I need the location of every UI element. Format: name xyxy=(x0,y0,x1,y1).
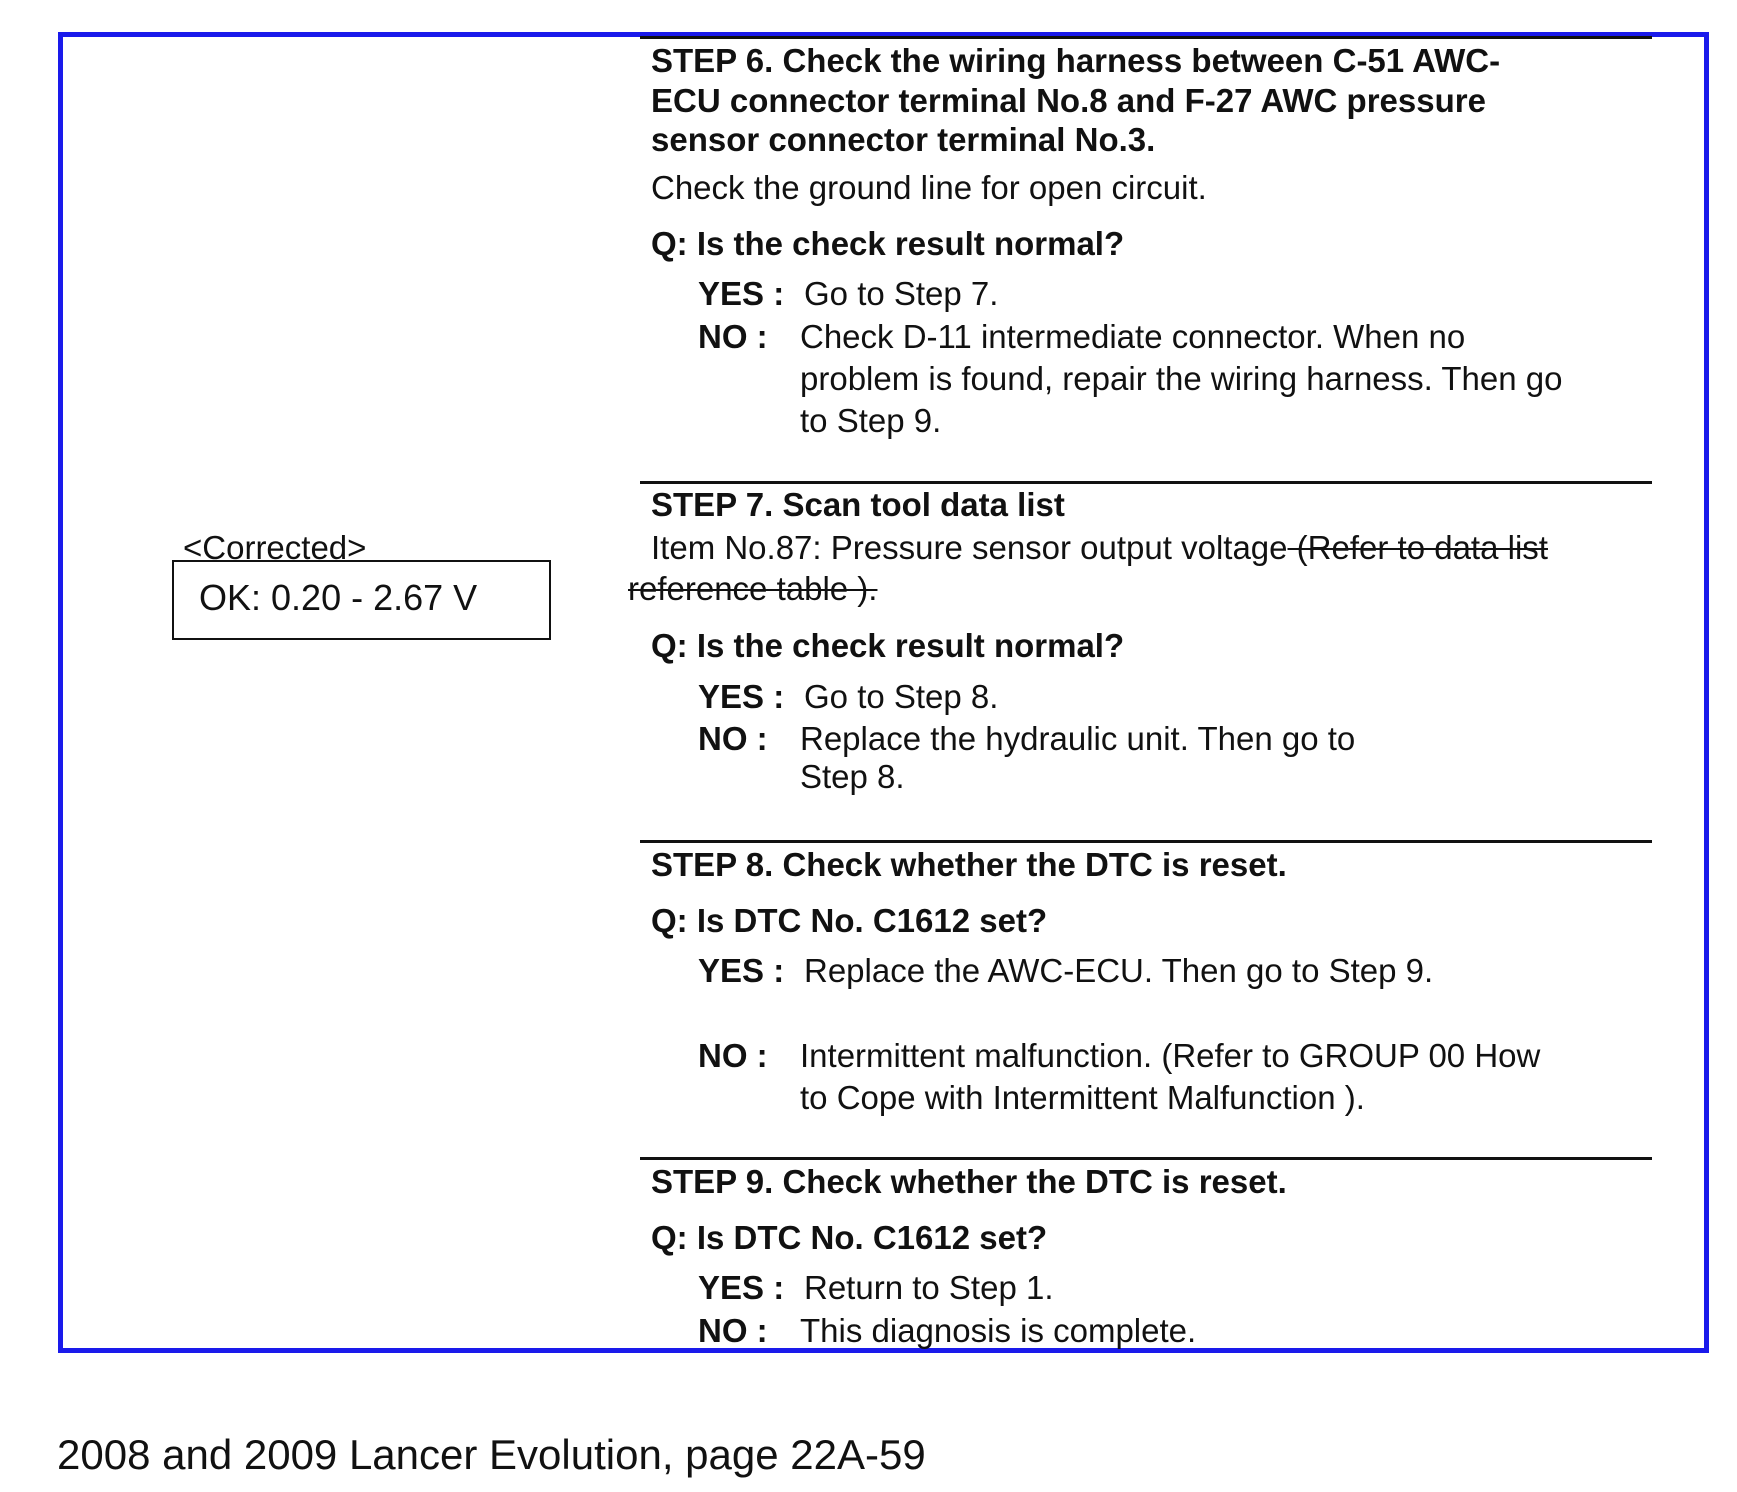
step8-no-label: NO : xyxy=(698,1037,768,1074)
step6-title-line2: ECU connector terminal No.8 and F-27 AWC pressure xyxy=(651,82,1486,119)
step9-yes-label: YES : xyxy=(698,1269,785,1306)
step8-no-line2: to Cope with Intermittent Malfunction ). xyxy=(800,1079,1365,1116)
step6-title-line3: sensor connector terminal No.3. xyxy=(651,121,1156,158)
step7-yes-label: YES : xyxy=(698,678,785,715)
step6-no-line3: to Step 9. xyxy=(800,402,942,439)
step7-no-line1: Replace the hydraulic unit. Then go to xyxy=(800,720,1356,757)
step9-title: STEP 9. Check whether the DTC is reset. xyxy=(651,1163,1287,1200)
step7-item-struck-part2: reference table ). xyxy=(628,570,878,607)
step6-yes-label: YES : xyxy=(698,275,785,312)
step6-instruction: Check the ground line for open circuit. xyxy=(651,169,1207,206)
step6-title-line1: STEP 6. Check the wiring harness between C-51 AWC- xyxy=(651,42,1501,79)
step9-yes-text: Return to Step 1. xyxy=(804,1269,1054,1306)
step9-question: Q: Is DTC No. C1612 set? xyxy=(651,1219,1048,1256)
step7-item-struck-part1: (Refer to data list xyxy=(1287,529,1548,566)
step7-no-line2: Step 8. xyxy=(800,758,905,795)
step8-yes-text: Replace the AWC-ECU. Then go to Step 9. xyxy=(804,952,1434,989)
step9-rule xyxy=(640,1157,1652,1160)
page-caption: 2008 and 2009 Lancer Evolution, page 22A-59 xyxy=(57,1431,926,1478)
step7-title: STEP 7. Scan tool data list xyxy=(651,486,1065,523)
corrected-value-box: OK: 0.20 - 2.67 V xyxy=(172,560,551,640)
step6-rule xyxy=(640,36,1652,39)
step6-yes-text: Go to Step 7. xyxy=(804,275,999,312)
step7-no-label: NO : xyxy=(698,720,768,757)
step6-question: Q: Is the check result normal? xyxy=(651,225,1125,262)
step7-item-line xyxy=(651,527,1548,569)
corrected-label: <Corrected> xyxy=(183,529,367,566)
step7-question: Q: Is the check result normal? xyxy=(651,627,1125,664)
step8-rule xyxy=(640,840,1652,843)
step6-no-line1: Check D-11 intermediate connector. When no xyxy=(800,318,1466,355)
step6-no-line2: problem is found, repair the wiring harness. Then go xyxy=(800,360,1563,397)
step7-item-text: Item No.87: Pressure sensor output voltage xyxy=(651,529,1288,566)
step8-question: Q: Is DTC No. C1612 set? xyxy=(651,902,1048,939)
step8-yes-label: YES : xyxy=(698,952,785,989)
step7-yes-text: Go to Step 8. xyxy=(804,678,999,715)
step9-no-label: NO : xyxy=(698,1312,768,1349)
step8-title: STEP 8. Check whether the DTC is reset. xyxy=(651,846,1287,883)
step8-no-line1: Intermittent malfunction. (Refer to GROUP 00 How xyxy=(800,1037,1541,1074)
step9-no-text: This diagnosis is complete. xyxy=(800,1312,1197,1349)
step6-no-label: NO : xyxy=(698,318,768,355)
